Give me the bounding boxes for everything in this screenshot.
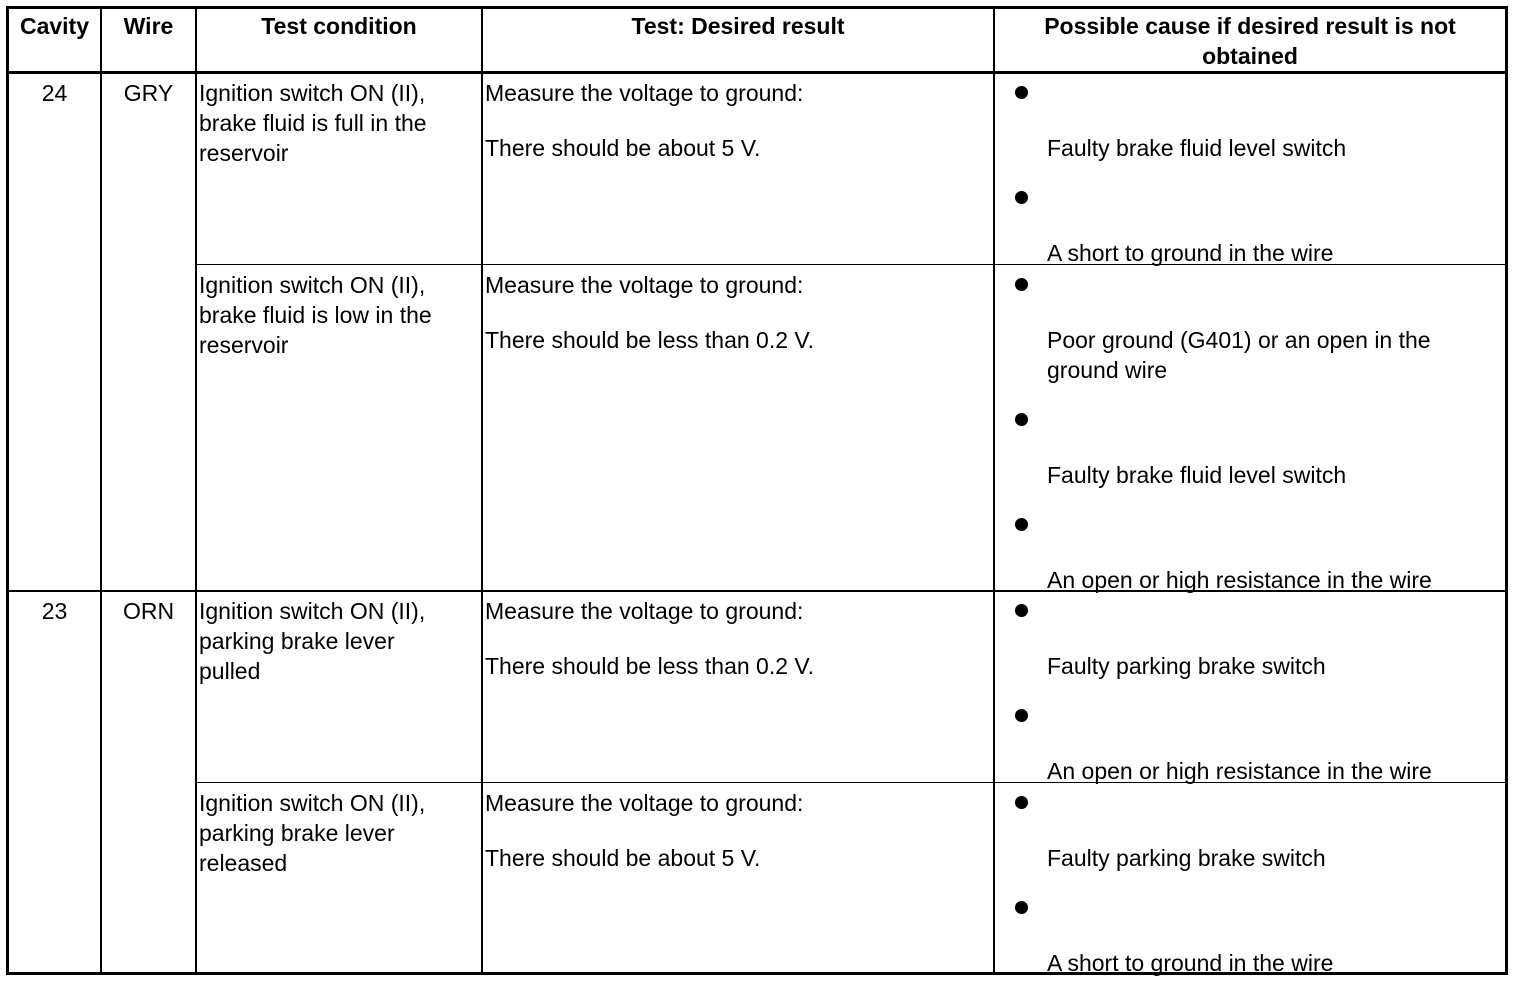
desired-result-value: There should be about 5 V. bbox=[485, 845, 761, 871]
table-border-top bbox=[6, 6, 1508, 9]
cavity-cell: 23 bbox=[41, 598, 68, 624]
possible-cause-item: An open or high resistance in the wire bbox=[1047, 758, 1432, 784]
test-condition-line: reservoir bbox=[199, 332, 289, 358]
test-condition-line: Ignition switch ON (II), bbox=[199, 272, 426, 298]
test-condition-line: Ignition switch ON (II), bbox=[199, 80, 426, 106]
test-condition-line: Ignition switch ON (II), bbox=[199, 598, 426, 624]
test-condition-line: brake fluid is full in the bbox=[199, 110, 427, 136]
header-possible-cause-line2: obtained bbox=[1202, 43, 1298, 69]
possible-cause-item-line2: ground wire bbox=[1047, 357, 1168, 383]
header-test-condition: Test condition bbox=[261, 13, 417, 39]
possible-cause-item: Faulty brake fluid level switch bbox=[1047, 462, 1347, 488]
table-border-right bbox=[1505, 6, 1508, 975]
bullet-icon bbox=[1015, 709, 1028, 722]
wire-cell: ORN bbox=[122, 598, 175, 624]
desired-result-instruction: Measure the voltage to ground: bbox=[485, 272, 804, 298]
col-sep-1 bbox=[100, 6, 102, 975]
header-possible-cause: Possible cause if desired result is not bbox=[1044, 13, 1456, 39]
test-condition-line: pulled bbox=[199, 658, 261, 684]
table-border-left bbox=[6, 6, 9, 975]
desired-result-value: There should be less than 0.2 V. bbox=[485, 653, 815, 679]
desired-result-instruction: Measure the voltage to ground: bbox=[485, 598, 804, 624]
bullet-icon bbox=[1015, 413, 1028, 426]
test-condition-line: released bbox=[199, 850, 288, 876]
test-condition-line: parking brake lever bbox=[199, 628, 395, 654]
header-desired-result: Test: Desired result bbox=[631, 13, 845, 39]
possible-cause-item: Faulty parking brake switch bbox=[1047, 653, 1326, 679]
test-condition-line: Ignition switch ON (II), bbox=[199, 790, 426, 816]
header-wire: Wire bbox=[123, 13, 174, 39]
wire-cell: GRY bbox=[123, 80, 174, 106]
header-divider bbox=[6, 71, 1508, 74]
desired-result-value: There should be less than 0.2 V. bbox=[485, 327, 815, 353]
possible-cause-item: A short to ground in the wire bbox=[1047, 240, 1334, 266]
desired-result-instruction: Measure the voltage to ground: bbox=[485, 790, 804, 816]
test-condition-line: parking brake lever bbox=[199, 820, 395, 846]
bullet-icon bbox=[1015, 604, 1028, 617]
bullet-icon bbox=[1015, 86, 1028, 99]
header-cavity: Cavity bbox=[19, 13, 90, 39]
bullet-icon bbox=[1015, 278, 1028, 291]
col-sep-3 bbox=[481, 6, 483, 975]
test-condition-line: brake fluid is low in the bbox=[199, 302, 432, 328]
test-condition-line: reservoir bbox=[199, 140, 289, 166]
possible-cause-item: Faulty parking brake switch bbox=[1047, 845, 1326, 871]
cavity-cell: 24 bbox=[41, 80, 68, 106]
bullet-icon bbox=[1015, 191, 1028, 204]
possible-cause-item: A short to ground in the wire bbox=[1047, 950, 1334, 976]
possible-cause-item: Faulty brake fluid level switch bbox=[1047, 135, 1347, 161]
possible-cause-item: Poor ground (G401) or an open in the bbox=[1047, 327, 1431, 353]
col-sep-2 bbox=[195, 6, 197, 975]
bullet-icon bbox=[1015, 796, 1028, 809]
desired-result-instruction: Measure the voltage to ground: bbox=[485, 80, 804, 106]
col-sep-4 bbox=[993, 6, 995, 975]
desired-result-value: There should be about 5 V. bbox=[485, 135, 761, 161]
possible-cause-item: An open or high resistance in the wire bbox=[1047, 567, 1432, 593]
bullet-icon bbox=[1015, 901, 1028, 914]
bullet-icon bbox=[1015, 518, 1028, 531]
